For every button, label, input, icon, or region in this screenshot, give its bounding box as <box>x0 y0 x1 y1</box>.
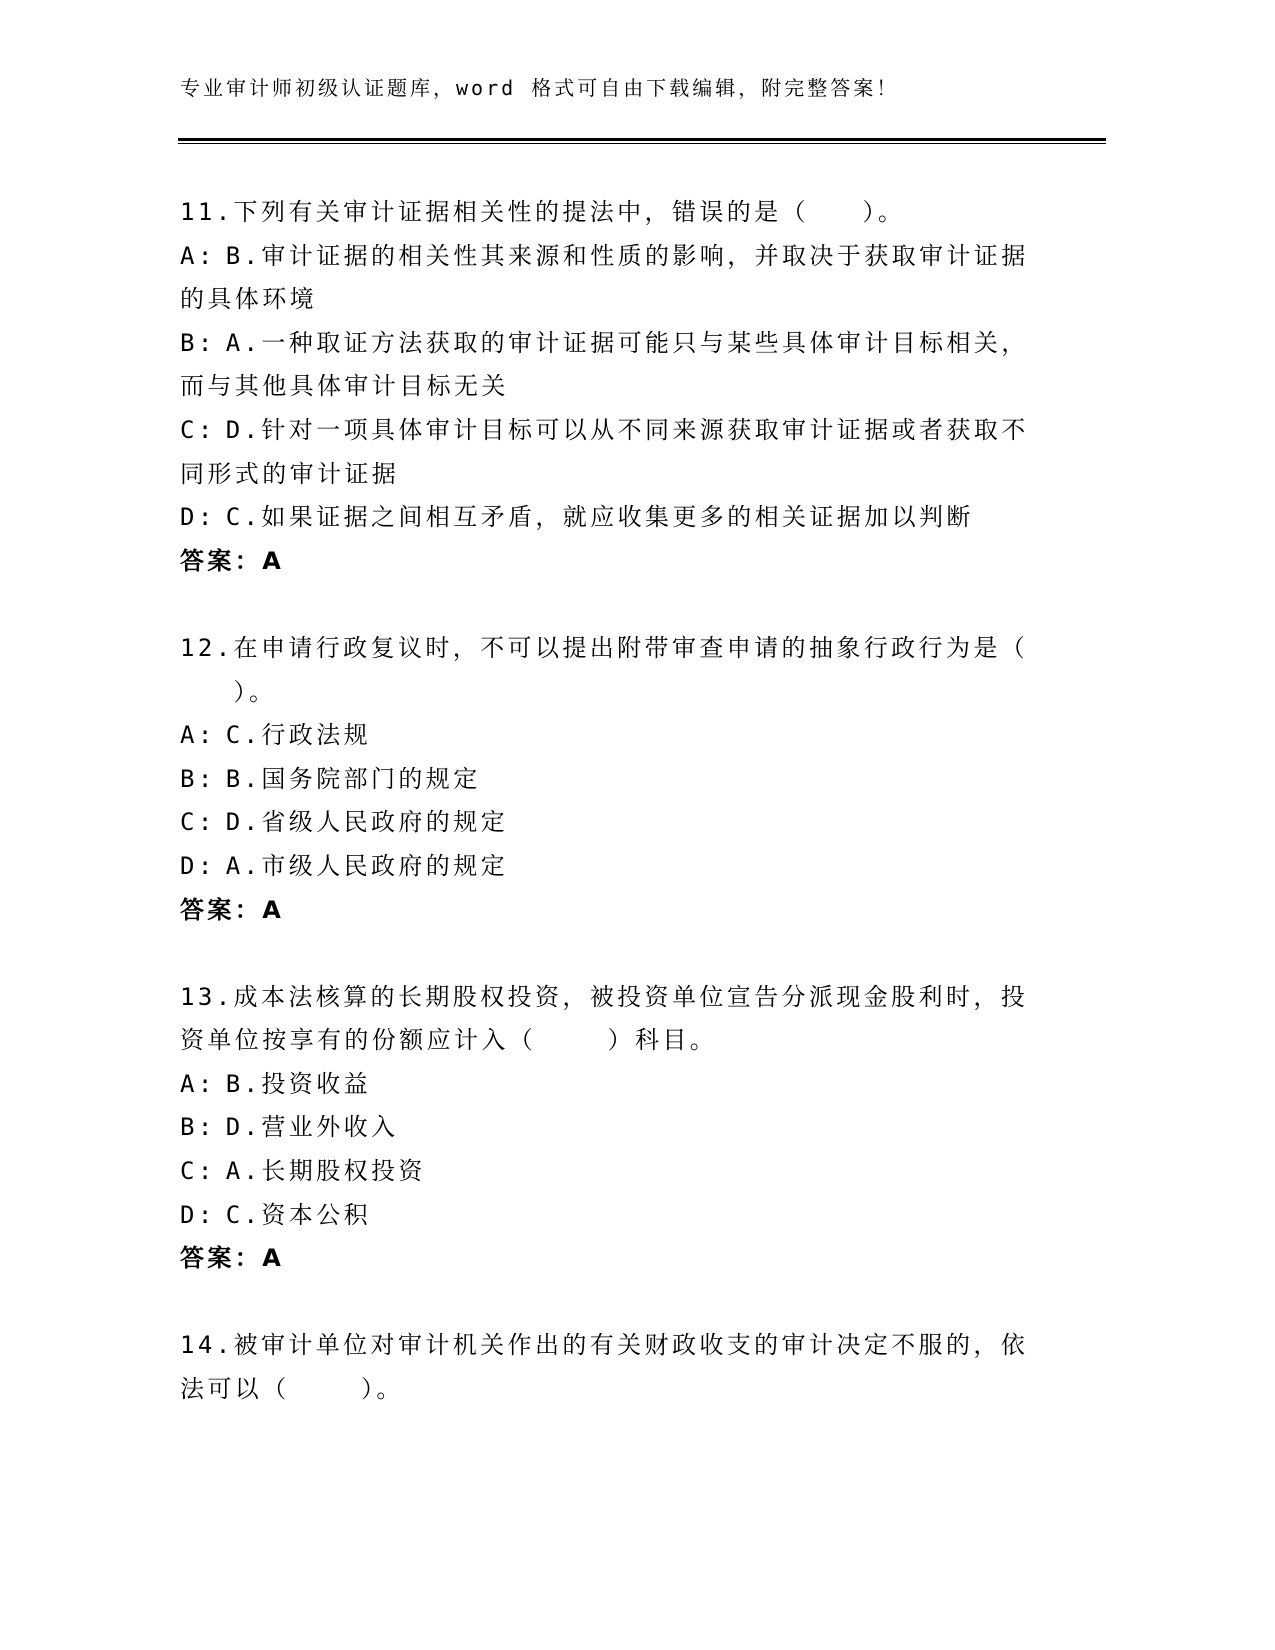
option-a <box>180 235 1240 279</box>
option-label: C: <box>180 808 216 837</box>
option-label: D: <box>180 851 216 880</box>
option-d <box>180 1194 1240 1238</box>
answer-line <box>180 889 1240 933</box>
option-text: B.审计证据的相关性其来源和性质的影响，并取决于获取审计证据 <box>225 241 1029 270</box>
option-label: A: <box>180 241 216 270</box>
option-text: A.一种取证方法获取的审计证据可能只与某些具体审计目标相关， <box>225 328 1029 357</box>
option-a <box>180 1063 1240 1107</box>
option-label: D: <box>180 1200 216 1229</box>
answer-label: 答案： <box>180 895 263 924</box>
option-b-continuation: 而与其他具体审计目标无关 <box>180 372 509 401</box>
option-label: A: <box>180 721 216 750</box>
option-label: C: <box>180 415 216 444</box>
option-text: B.投资收益 <box>225 1069 372 1098</box>
option-text: D.省级人民政府的规定 <box>225 808 509 837</box>
document-header-title: 专业审计师初级认证题库，word 格式可自由下载编辑，附完整答案！ <box>180 76 900 100</box>
question-14 <box>180 1324 1240 1411</box>
question-stem-line: 14.被审计单位对审计机关作出的有关财政收支的审计决定不服的，依 <box>180 1331 1029 1360</box>
option-d <box>180 496 1240 540</box>
question-stem-line: 资单位按享有的份额应计入（ ）科目。 <box>180 1026 718 1055</box>
answer-line <box>180 540 1240 584</box>
option-b <box>180 758 1240 802</box>
option-text: D.针对一项具体审计目标可以从不同来源获取审计证据或者获取不 <box>225 415 1029 444</box>
header-double-rule <box>178 138 1106 144</box>
question-stem-line: 11.下列有关审计证据相关性的提法中，错误的是（ ）。 <box>180 198 906 226</box>
option-b <box>180 1106 1240 1150</box>
option-c <box>180 409 1240 453</box>
answer-value: A <box>262 546 285 575</box>
question-12 <box>180 627 1240 932</box>
option-a <box>180 714 1240 758</box>
option-d <box>180 845 1240 889</box>
question-stem-line: 13.成本法核算的长期股权投资，被投资单位宣告分派现金股利时，投 <box>180 982 1029 1011</box>
option-b <box>180 322 1240 366</box>
option-label: B: <box>180 328 216 357</box>
option-label: A: <box>180 1069 216 1098</box>
question-13 <box>180 976 1240 1281</box>
question-stem-line: ）。 <box>180 677 277 706</box>
question-list <box>180 191 1240 1455</box>
answer-value: A <box>262 1244 285 1273</box>
option-label: B: <box>180 764 216 793</box>
answer-value: A <box>262 895 285 924</box>
option-c-continuation: 同形式的审计证据 <box>180 459 400 488</box>
option-a-continuation: 的具体环境 <box>180 285 317 314</box>
question-stem-line: 12.在申请行政复议时，不可以提出附带审查申请的抽象行政行为是（ <box>180 633 1029 662</box>
answer-label: 答案： <box>180 1244 263 1273</box>
question-11 <box>180 191 1240 583</box>
option-text: C.资本公积 <box>225 1200 372 1229</box>
option-c <box>180 1150 1240 1194</box>
option-label: B: <box>180 1113 216 1142</box>
option-text: A.长期股权投资 <box>225 1157 426 1186</box>
option-text: B.国务院部门的规定 <box>225 764 481 793</box>
option-label: D: <box>180 503 216 532</box>
option-c <box>180 801 1240 845</box>
option-text: C.如果证据之间相互矛盾，就应收集更多的相关证据加以判断 <box>225 503 974 532</box>
option-text: C.行政法规 <box>225 721 372 750</box>
option-text: A.市级人民政府的规定 <box>225 851 509 880</box>
question-stem-line: 法可以（ ）。 <box>180 1375 404 1404</box>
option-text: D.营业外收入 <box>225 1113 399 1142</box>
answer-line <box>180 1237 1240 1281</box>
answer-label: 答案： <box>180 546 263 575</box>
option-label: C: <box>180 1157 216 1186</box>
